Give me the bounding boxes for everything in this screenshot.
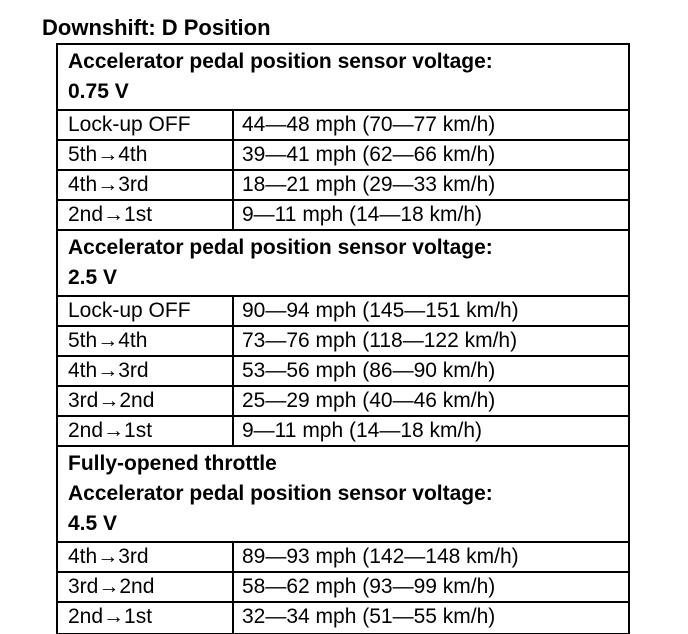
shift-cell: 3rd→2nd [58,387,234,415]
shift-cell: 4th→3rd [58,543,234,571]
speed-cell: 18—21 mph (29—33 km/h) [242,173,496,196]
speed-cell: 58—62 mph (93—99 km/h) [242,575,496,598]
speed-cell: 39—41 mph (62—66 km/h) [242,143,496,166]
table-row [58,357,628,387]
table-row [58,297,628,327]
section-header-4-5v [58,447,628,543]
table-row [58,387,628,417]
table-row [58,417,628,447]
shift-cell: 5th→4th [58,141,234,169]
speed-cell: 73—76 mph (118—122 km/h) [242,329,518,352]
shift-cell: 2nd→1st [58,201,234,229]
section-header-2-5v [58,231,628,297]
speed-cell: 25—29 mph (40—46 km/h) [242,389,496,412]
speed-cell: 89—93 mph (142—148 km/h) [242,545,519,568]
section-header-line: Accelerator pedal position sensor voltage: [68,482,493,505]
shift-cell: 5th→4th [58,327,234,355]
table-row [58,543,628,573]
shift-cell: 4th→3rd [58,357,234,385]
table-row [58,111,628,141]
speed-cell: 53—56 mph (86—90 km/h) [242,359,496,382]
shift-cell: 2nd→1st [58,417,234,445]
section-header-line: 4.5 V [68,512,118,535]
speed-cell: 44—48 mph (70—77 km/h) [242,113,496,136]
table-row [58,201,628,231]
speed-cell: 9—11 mph (14—18 km/h) [242,419,483,442]
shift-cell: 4th→3rd [58,171,234,199]
section-header-line: Fully-opened throttle [68,452,277,475]
speed-cell: 32—34 mph (51—55 km/h) [242,605,496,628]
section-header-line: 2.5 V [68,266,118,289]
shift-cell: Lock-up OFF [58,297,234,325]
section-header-0-75v [58,45,628,111]
table-row [58,573,628,603]
table-row [58,327,628,357]
downshift-spec-table [56,43,630,634]
speed-cell: 90—94 mph (145—151 km/h) [242,299,519,322]
speed-cell: 9—11 mph (14—18 km/h) [242,203,483,226]
shift-cell: 2nd→1st [58,603,234,633]
section-header-line: Accelerator pedal position sensor voltage: [68,236,493,259]
shift-cell: Lock-up OFF [58,111,234,139]
table-row [58,141,628,171]
table-row [58,171,628,201]
page-title: Downshift: D Position [42,15,271,40]
section-header-line: Accelerator pedal position sensor voltage: [68,50,493,73]
section-header-line: 0.75 V [68,80,129,103]
table-row [58,603,628,633]
shift-cell: 3rd→2nd [58,573,234,601]
